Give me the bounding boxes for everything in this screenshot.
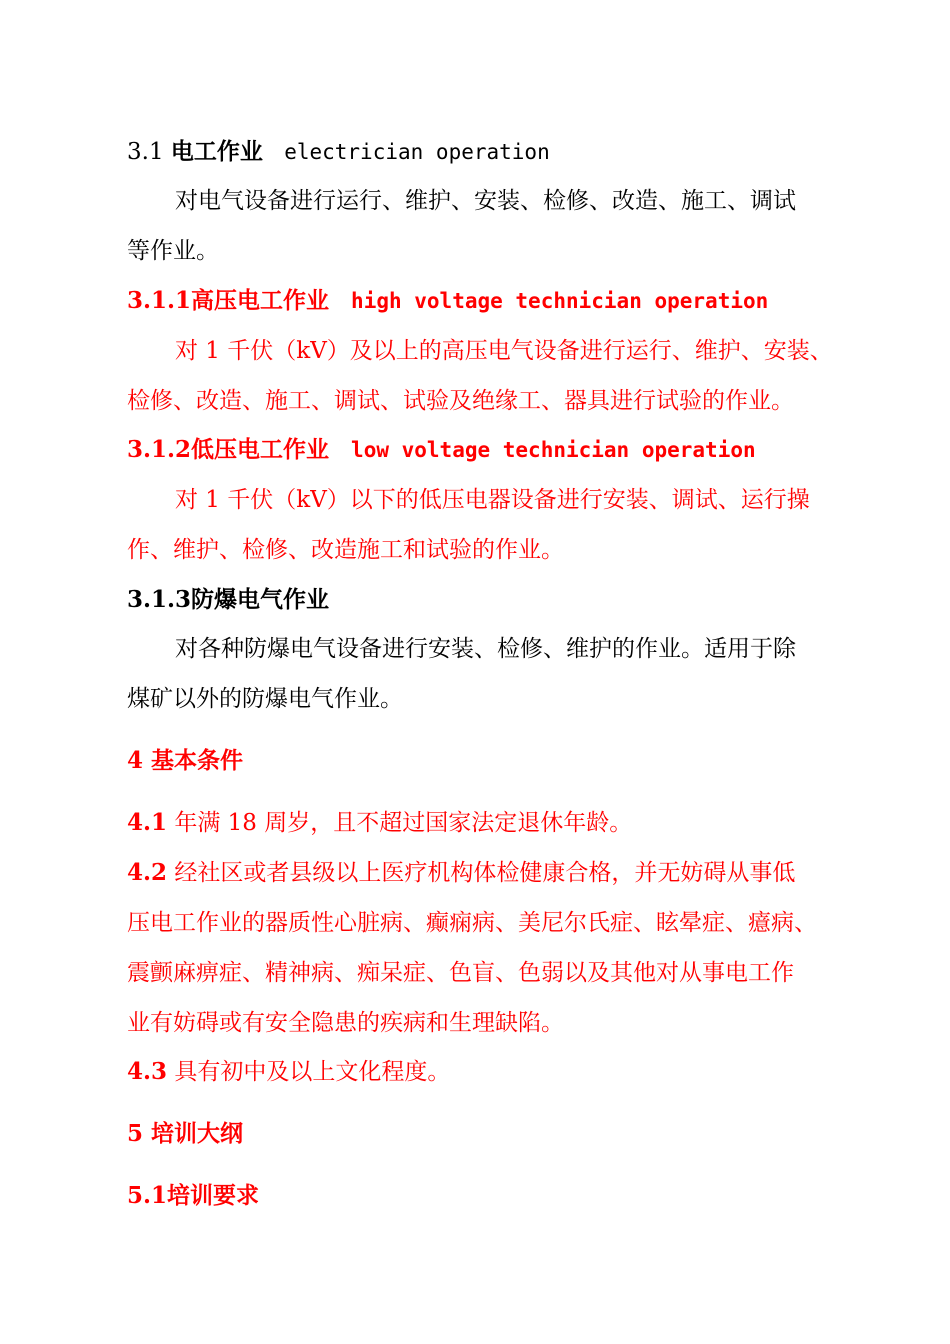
- item-4-2-line-1: [127, 857, 847, 889]
- paragraph-3-1-line-1: 对电气设备进行运行、维护、安装、检修、改造、施工、调试: [175, 188, 796, 214]
- paragraph-3-1-2-line-2: 作、维护、检修、改造施工和试验的作业。: [127, 537, 564, 563]
- heading-3-1: [127, 136, 847, 168]
- paragraph-3-1-line-2: 等作业。: [127, 238, 219, 264]
- heading-number: 5.1: [127, 1182, 168, 1209]
- heading-title: 防爆电气作业: [191, 586, 330, 613]
- heading-title: 电工作业: [170, 138, 263, 165]
- heading-3-1-1: [127, 285, 847, 317]
- item-4-2-line-2: 压电工作业的器质性心脏病、癫痫病、美尼尔氏症、眩晕症、癔病、: [127, 910, 817, 936]
- item-4-2-line-4: 业有妨碍或有安全隐患的疾病和生理缺陷。: [127, 1010, 564, 1036]
- heading-4: [127, 745, 847, 777]
- heading-3-1-2: [127, 434, 847, 466]
- item-text: 经社区或者县级以上医疗机构体检健康合格，并无妨碍从事低: [174, 860, 796, 886]
- item-number: 4.1: [127, 809, 168, 836]
- heading-title: 培训大纲: [151, 1120, 244, 1147]
- item-4-1: [127, 807, 847, 839]
- heading-number: 3.1: [127, 139, 164, 165]
- paragraph-3-1-3-line-2: 煤矿以外的防爆电气作业。: [127, 686, 403, 712]
- heading-title: 高压电工作业: [191, 287, 330, 314]
- paragraph-3-1-1-line-2: 检修、改造、施工、调试、试验及绝缘工、器具进行试验的作业。: [127, 388, 794, 414]
- heading-number: 3.1.1: [127, 287, 192, 314]
- heading-title: 培训要求: [167, 1182, 260, 1209]
- heading-number: 5: [127, 1120, 144, 1147]
- paragraph-3-1-2-line-1: 对 1 千伏（kV）以下的低压电器设备进行安装、调试、运行操: [175, 487, 810, 513]
- heading-number: 3.1.2: [127, 436, 192, 463]
- heading-english: low voltage technician operation: [351, 438, 756, 462]
- item-number: 4.2: [127, 859, 168, 886]
- heading-5: [127, 1118, 847, 1150]
- item-4-2-line-3: 震颤麻痹症、精神病、痴呆症、色盲、色弱以及其他对从事电工作: [127, 960, 794, 986]
- item-text: 年满 18 周岁，且不超过国家法定退休年龄。: [174, 810, 633, 836]
- item-number: 4.3: [127, 1058, 168, 1085]
- heading-title: 低压电工作业: [191, 436, 330, 463]
- item-4-3: [127, 1056, 847, 1088]
- heading-3-1-3: [127, 584, 847, 616]
- heading-english: high voltage technician operation: [351, 289, 769, 313]
- heading-number: 3.1.3: [127, 586, 192, 613]
- paragraph-3-1-1-line-1: 对 1 千伏（kV）及以上的高压电气设备进行运行、维护、安装、: [175, 338, 833, 364]
- heading-number: 4: [127, 747, 144, 774]
- heading-english: electrician operation: [284, 140, 550, 164]
- heading-5-1: [127, 1180, 847, 1212]
- item-text: 具有初中及以上文化程度。: [174, 1059, 451, 1085]
- paragraph-3-1-3-line-1: 对各种防爆电气设备进行安装、检修、维护的作业。适用于除: [175, 636, 796, 662]
- heading-title: 基本条件: [151, 747, 244, 774]
